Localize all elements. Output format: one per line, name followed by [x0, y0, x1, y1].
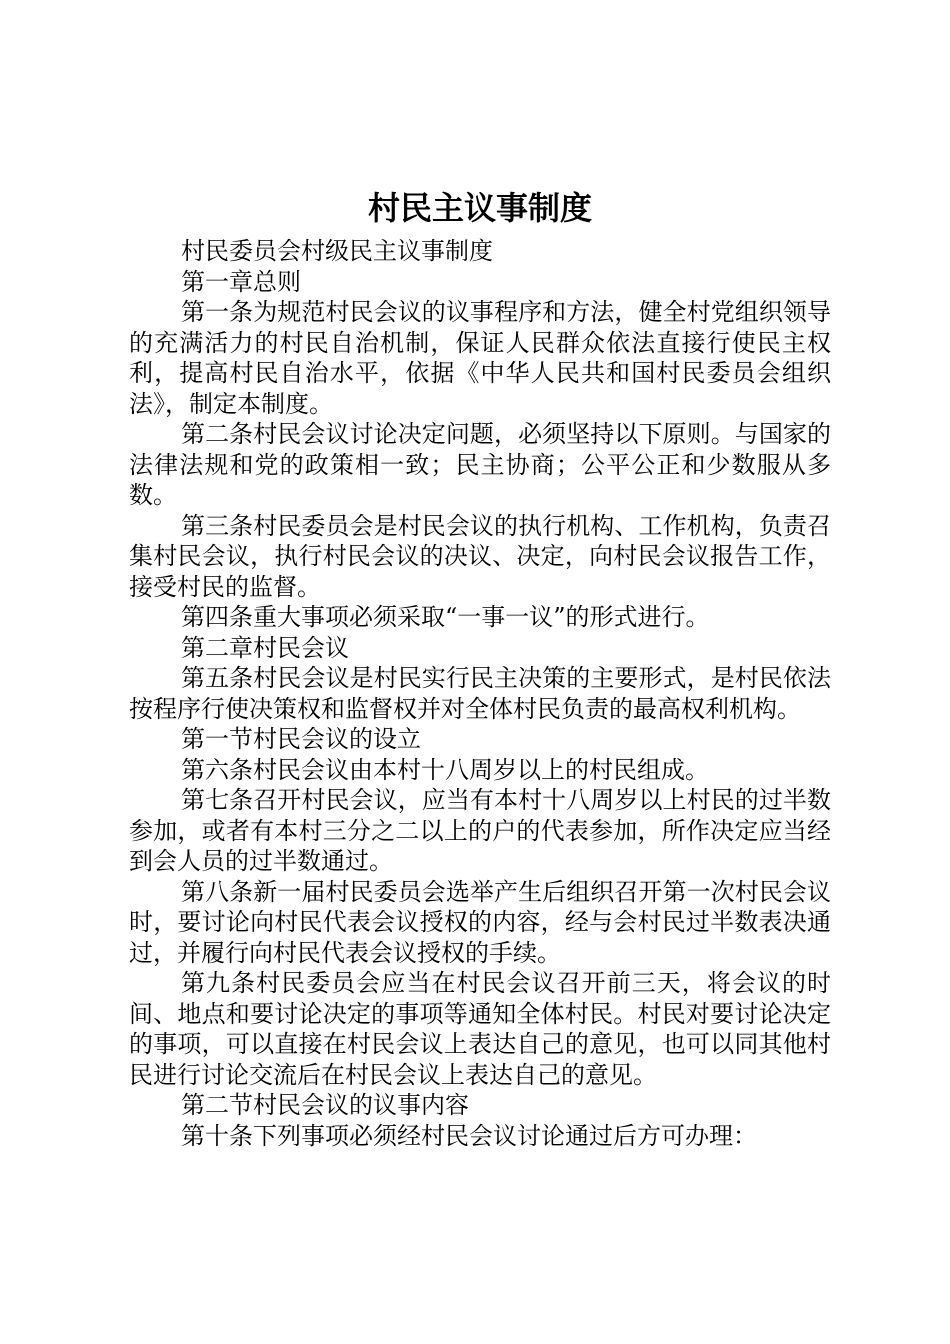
- article-paragraph: 第三条村民委员会是村民会议的执行机构、工作机构，负责召集村民会议，执行村民会议的决议、决定，向村民会议报告工作，接受村民的监督。: [129, 511, 831, 601]
- article-paragraph: 第六条村民会议由本村十八周岁以上的村民组成。: [181, 755, 709, 784]
- article-paragraph: 第十条下列事项必须经村民会议讨论通过后方可办理：: [181, 1121, 757, 1150]
- section-heading: 第二节村民会议的议事内容: [181, 1091, 469, 1119]
- document-title: 村民主议事制度: [367, 189, 592, 227]
- chapter-heading: 第一章总则: [181, 267, 301, 296]
- section-heading: 第一节村民会议的设立: [181, 725, 421, 753]
- article-paragraph: 第五条村民会议是村民实行民主决策的主要形式，是村民依法按程序行使决策权和监督权并对全体村民负责的最高权利机构。: [129, 664, 831, 723]
- article-paragraph: 第二条村民会议讨论决定问题，必须坚持以下原则。与国家的法律法规和党的政策相一致；民主协商；公平公正和少数服从多数。: [129, 420, 831, 509]
- document-body: [129, 186, 831, 1151]
- subtitle-paragraph: 村民委员会村级民主议事制度: [181, 237, 493, 265]
- article-paragraph: 第七条召开村民会议，应当有本村十八周岁以上村民的过半数参加，或者有本村三分之二以上的户的代表参加，所作决定应当经到会人员的过半数通过。: [129, 786, 831, 875]
- article-paragraph: 第一条为规范村民会议的议事程序和方法，健全村党组织领导的充满活力的村民自治机制，保证人民群众依法直接行使民主权利，提高村民自治水平，依据《中华人民共和国村民委员会组织法》，制定本制度。: [129, 298, 831, 418]
- article-paragraph: 第四条重大事项必须采取“一事一议”的形式进行。: [181, 603, 710, 631]
- article-paragraph: 第九条村民委员会应当在村民会议召开前三天，将会议的时间、地点和要讨论决定的事项等通知全体村民。村民对要讨论决定的事项，可以直接在村民会议上表达自己的意见，也可以同其他村民进行讨论交流后在村民会议上表达自己的意见。: [129, 969, 831, 1089]
- chapter-heading: 第二章村民会议: [181, 633, 349, 662]
- article-paragraph: 第八条新一届村民委员会选举产生后组织召开第一次村民会议时，要讨论向村民代表会议授权的内容，经与会村民过半数表决通过，并履行向村民代表会议授权的手续。: [129, 877, 831, 967]
